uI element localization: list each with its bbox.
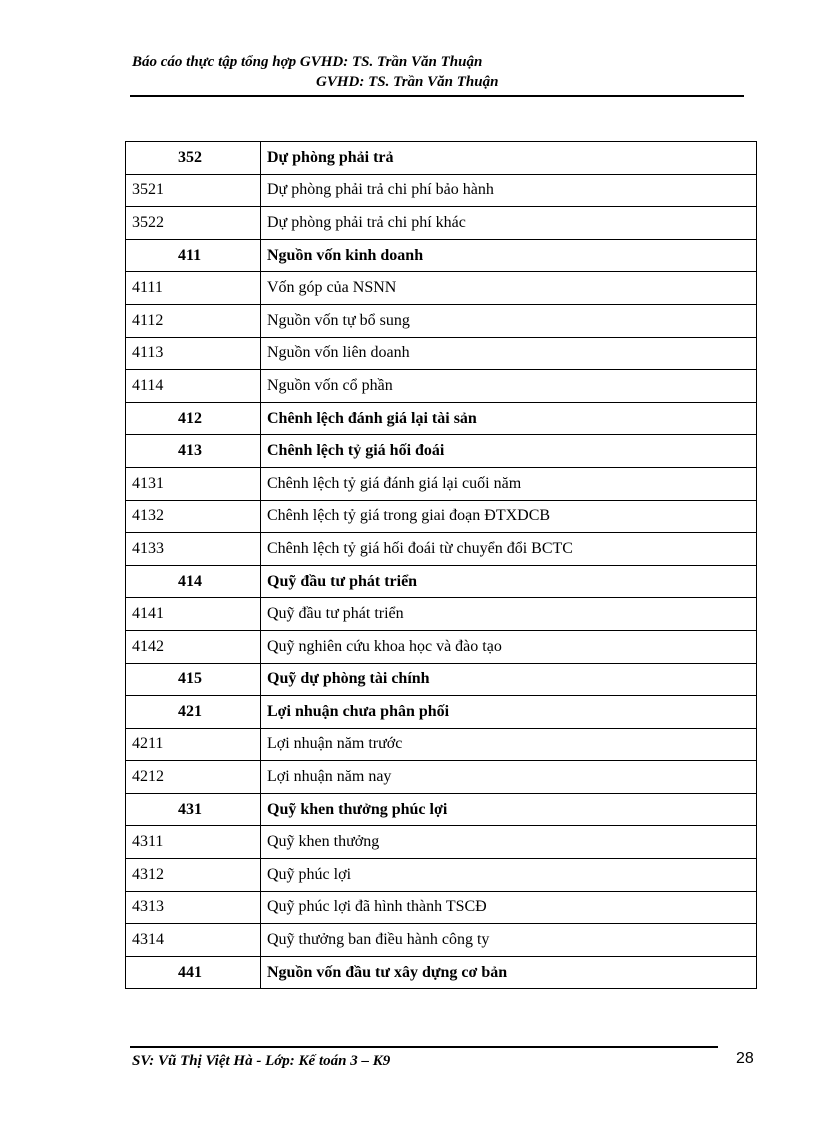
table-row (126, 630, 757, 663)
account-name: Quỹ thưởng ban điều hành công ty (261, 924, 757, 957)
footer-divider (130, 1046, 718, 1048)
accounts-table-body (126, 142, 757, 989)
account-code: 415 (126, 663, 261, 696)
page-header (132, 52, 744, 92)
table-row (126, 598, 757, 631)
header-title: Báo cáo thực tập tổng hợp GVHD: TS. Trần Văn Thuận (132, 54, 483, 70)
account-name: Lợi nhuận chưa phân phối (261, 696, 757, 729)
account-name: Dự phòng phải trả chi phí bảo hành (261, 174, 757, 207)
account-code: 4313 (126, 891, 261, 924)
table-row (126, 370, 757, 403)
table-row (126, 826, 757, 859)
table-row (126, 956, 757, 989)
table-row (126, 500, 757, 533)
account-name: Chênh lệch đánh giá lại tài sản (261, 402, 757, 435)
account-name: Nguồn vốn tự bổ sung (261, 304, 757, 337)
account-name: Quỹ khen thưởng phúc lợi (261, 793, 757, 826)
account-code: 4133 (126, 533, 261, 566)
account-code: 4212 (126, 761, 261, 794)
account-code: 4111 (126, 272, 261, 305)
account-code: 413 (126, 435, 261, 468)
account-code: 411 (126, 239, 261, 272)
table-row (126, 728, 757, 761)
account-name: Lợi nhuận năm trước (261, 728, 757, 761)
account-name: Dự phòng phải trả (261, 142, 757, 175)
table-row (126, 174, 757, 207)
table-row (126, 304, 757, 337)
account-name: Nguồn vốn đầu tư xây dựng cơ bản (261, 956, 757, 989)
table-row (126, 272, 757, 305)
account-code: 431 (126, 793, 261, 826)
table-row (126, 239, 757, 272)
account-code: 4141 (126, 598, 261, 631)
table-row (126, 402, 757, 435)
account-name: Chênh lệch tỷ giá hối đoái (261, 435, 757, 468)
account-code: 3521 (126, 174, 261, 207)
table-row (126, 924, 757, 957)
table-row (126, 533, 757, 566)
account-name: Quỹ đầu tư phát triển (261, 565, 757, 598)
table-row (126, 761, 757, 794)
table-row (126, 891, 757, 924)
table-row (126, 565, 757, 598)
footer-student: SV: Vũ Thị Việt Hà - Lớp: Kế toán 3 – K9 (132, 1053, 391, 1069)
table-row (126, 467, 757, 500)
account-name: Chênh lệch tỷ giá trong giai đoạn ĐTXDCB (261, 500, 757, 533)
account-code: 4211 (126, 728, 261, 761)
page-number: 28 (736, 1050, 754, 1067)
account-code: 4312 (126, 859, 261, 892)
table-row (126, 793, 757, 826)
account-code: 4132 (126, 500, 261, 533)
account-code: 414 (126, 565, 261, 598)
account-name: Nguồn vốn kinh doanh (261, 239, 757, 272)
table-row (126, 207, 757, 240)
account-name: Quỹ nghiên cứu khoa học và đào tạo (261, 630, 757, 663)
account-name: Quỹ dự phòng tài chính (261, 663, 757, 696)
account-code: 4314 (126, 924, 261, 957)
account-name: Quỹ đầu tư phát triển (261, 598, 757, 631)
table-row (126, 337, 757, 370)
table-row (126, 696, 757, 729)
table-row (126, 435, 757, 468)
account-name: Dự phòng phải trả chi phí khác (261, 207, 757, 240)
account-code: 4112 (126, 304, 261, 337)
header-divider (130, 95, 744, 97)
table-row (126, 142, 757, 175)
account-code: 441 (126, 956, 261, 989)
account-code: 4142 (126, 630, 261, 663)
account-code: 352 (126, 142, 261, 175)
account-code: 4311 (126, 826, 261, 859)
account-code: 4114 (126, 370, 261, 403)
table-row (126, 859, 757, 892)
account-name: Quỹ khen thưởng (261, 826, 757, 859)
account-name: Nguồn vốn liên doanh (261, 337, 757, 370)
account-name: Quỹ phúc lợi đã hình thành TSCĐ (261, 891, 757, 924)
account-name: Chênh lệch tỷ giá hối đoái từ chuyển đổi BCTC (261, 533, 757, 566)
account-name: Chênh lệch tỷ giá đánh giá lại cuối năm (261, 467, 757, 500)
accounts-table (125, 141, 757, 989)
account-name: Vốn góp của NSNN (261, 272, 757, 305)
account-code: 412 (126, 402, 261, 435)
account-name: Nguồn vốn cổ phần (261, 370, 757, 403)
account-code: 421 (126, 696, 261, 729)
account-code: 3522 (126, 207, 261, 240)
header-supervisor: GVHD: TS. Trần Văn Thuận (316, 74, 499, 90)
account-code: 4113 (126, 337, 261, 370)
account-name: Lợi nhuận năm nay (261, 761, 757, 794)
account-code: 4131 (126, 467, 261, 500)
account-name: Quỹ phúc lợi (261, 859, 757, 892)
table-row (126, 663, 757, 696)
